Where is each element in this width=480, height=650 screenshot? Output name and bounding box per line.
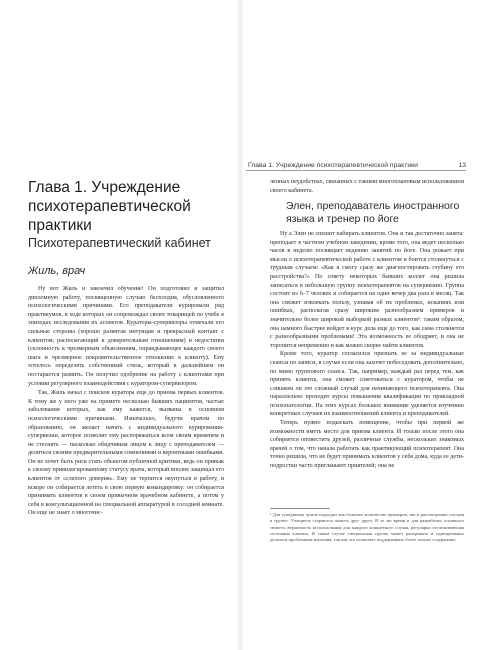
section-title-right: Элен, преподаватель иностранного языка и тренер по йоге bbox=[286, 200, 460, 225]
continued-text bbox=[270, 178, 464, 195]
running-head-title: Глава 1. Учреждение психотерапевтической практики bbox=[248, 162, 418, 169]
running-head-rule bbox=[246, 170, 466, 171]
section-title: Психотерапевтический кабинет bbox=[28, 236, 211, 250]
right-body-text bbox=[270, 230, 464, 471]
paragraph: Ну а Элен не спешит набирать клиентов. Она и так достаточно занята: преподает в частном учебном заведении, кроме того, она ведет несколько часов в неделю посвящает ведению занятий по йоге. Она рожает при мысли о психотерапевтической работе с клиентом и боится столкнуться с трудным случаем: «Как я смогу сразу же диагностировать глубину его расстройства?» По совету некоторых бывших коллег она решила записаться в небольшую группу психотерапевтов на супервизию. Группа состоит из 6–7 человек и собирается на один вечер два раза в месяц. Так она сможет извлекать пользу, узнавая об их проблемах, исканиях или ошибках, располагая сразу широким разнообразием примеров и значительно более широкой выборкой разных клиентов¹: таким образом, она намного быстрее войдет в курс дела еще до того, как сама столкнется с разнообразными проблемами! Эта возможность ее ободряет, и она не торопится непременно и как можно скорее найти клиентов. bbox=[270, 231, 464, 349]
left-body-text bbox=[28, 285, 224, 518]
chapter-title: Глава 1. Учреждение психотерапевтической практики bbox=[28, 179, 191, 234]
right-page bbox=[240, 0, 480, 650]
running-head bbox=[240, 161, 480, 173]
paragraph: Так, Жиль начал с поисков куратора еще до приема первых клиентов. К тому же у него уже на примете несколько бывших пациентов, частые заболевания которых, как ему кажется, вызваны в основном психологическими причинами. Изначально, будучи врачом по образованию, он желает начать с индивидуального курирования-супервизии, которое позволит ему распоряжаться всем своим временем и не стеснять — насколько обидчивым лицом к лицу с преподавателем — делиться своими предварительными сомнениями и вероятными ошибками. Он не хочет быть риск стать объектом публичной критики, ведь он привык к своему привилегированному статусу врача, который вполне защищал его клиентов от «слепого доверия». Ему не терпится окунуться в работу, и вскоре он собирается лететь в свою первую командировку: он собирается принимать клиентов в своем привычном врачебном кабинете, а потом у себя в консультационной на специальной аппаратурой в соседней комнате. Он еще не знает о многочис- bbox=[28, 390, 224, 517]
footnote: ¹ Для супервизии лучше подходит как большое количество примеров, так и рассмотрение случаев в группе. Учащиеся стараются помочь друг другу. В то же время и для разработки основного сюжета, вероятность использования для каждого конкретного случая, регулярно отслеживающая состояние клиента. В таком случае специальная группа может раскрывать и одновременно делиться проблемами изучения, так как это позволяет поддерживать более полное содержание. bbox=[270, 512, 464, 543]
book-gutter bbox=[236, 0, 244, 650]
page-number: 13 bbox=[458, 162, 466, 169]
paragraph: Кроме того, куратор согласился признать ее за индивидуальные сеансы по записи, в случае если она захочет побеседовать дополнительно, по мимо группового сеанса. Так, например, каждый раз перед тем, как принять клиента, она сможет советоваться с куратором, чтобы не слишком ли это сложный случай для начинающего психотерапевта. Она параллельно проходит курсы повышения квалификации по прикладной психопатологии. На этих курсах большое внимание уделяется изучению конкретных случаев их взаимоотношений клиента и преподавателей. bbox=[270, 351, 464, 418]
paragraph: Ну вот Жиль и закончил обучение! Он подготовил и защитил дипломную работу, посвященную случаю бесплодия, обусловленного психологическими причинами. Его преподаватели курировали ряд практикумов, в ходе которых он сопровождал своих товарищей по учебе в эпизодах исследования их аспектов. Кураторы-супервизоры отмечали его сильные стороны (хорошо развитая интуиция и прекрасный контакт с клиентом, располагающий к доверительным отношениям) и недостатки (склонность к чрезмерным объяснениям, оправдывающее каждого своего шага и чрезмерное покровительственное отношение к клиенту). Ему хотелось определять собственный стиль, который в дальнейшем он постарается развить. Он получил одобрение на работу с клиентами при условии регулярного взаимодействия с куратором-супервизором. bbox=[28, 286, 224, 387]
paragraph: Теперь нужно подыскать помещение, чтобы при первой же возможности иметь место для приема клиента. И только после этого она собирается оповестить друзей, различные службы, нескольких знакомых врачей о том, что начала работать как практикующий психотерапевт. Она точно решила, что не будет принимать клиентов у себя дома, куда ее дети-подростки часто приглашают приятелей; она не bbox=[270, 420, 464, 470]
subsection-title: Жиль, врач bbox=[28, 265, 86, 277]
footnote-rule bbox=[270, 508, 330, 509]
paragraph: ленных неудобствах, связанных с такими многоплановым использованием своего кабинета. bbox=[270, 179, 464, 194]
